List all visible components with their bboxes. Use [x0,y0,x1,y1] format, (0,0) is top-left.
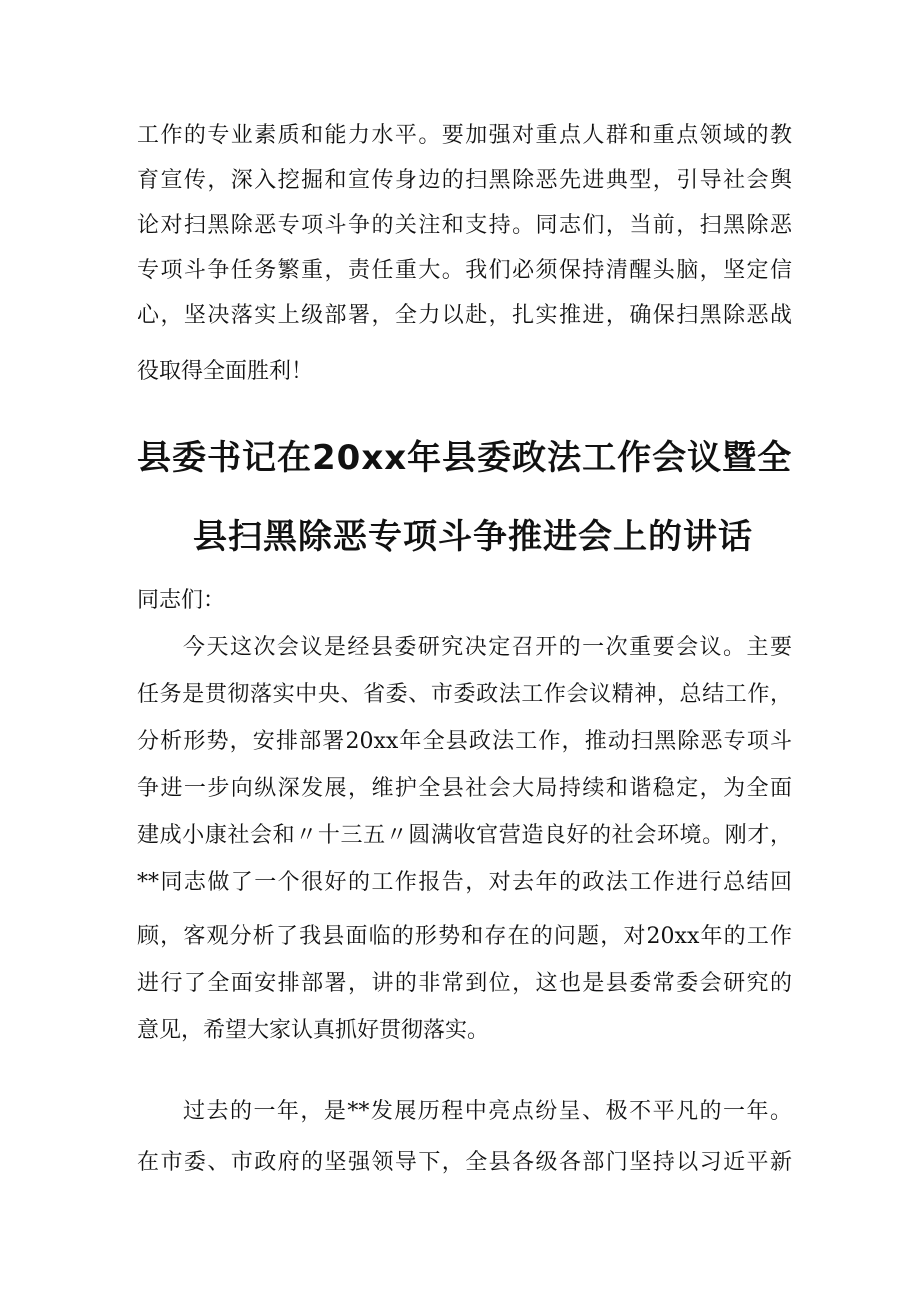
paragraph1-line-6: **同志做了一个很好的工作报告，对去年的政法工作进行总结回 [137,870,792,895]
prev-paragraph-line-3: 论对扫黑除恶专项斗争的关注和支持。同志们，当前，扫黑除恶 [137,213,792,238]
salutation: 同志们： [137,588,226,613]
paragraph1-line-8: 进行了全面安排部署，讲的非常到位，这也是县委常委会研究的 [137,971,792,996]
paragraph1-line-7: 顾，客观分析了我县面临的形势和存在的问题，对20xx年的工作 [137,924,792,949]
paragraph1-line-2: 任务是贯彻落实中央、省委、市委政法工作会议精神，总结工作， [137,682,792,707]
document-title-line-1: 县委书记在20xx年县委政法工作会议暨全 [137,438,793,478]
paragraph1-line-1: 今天这次会议是经县委研究决定召开的一次重要会议。主要 [183,635,792,660]
prev-paragraph-line-2: 育宣传，深入挖掘和宣传身边的扫黑除恶先进典型，引导社会舆 [137,168,792,193]
paragraph2-line-1: 过去的一年，是**发展历程中亮点纷呈、极不平凡的一年。 [183,1099,792,1124]
document-title-line-2: 县扫黑除恶专项斗争推进会上的讲话 [193,517,753,557]
paragraph1-line-3: 分析形势，安排部署20xx年全县政法工作，推动扫黑除恶专项斗 [137,729,792,754]
paragraph2-line-2: 在市委、市政府的坚强领导下，全县各级各部门坚持以习近平新 [137,1150,792,1175]
prev-paragraph-line-4: 专项斗争任务繁重，责任重大。我们必须保持清醒头脑，坚定信 [137,258,792,283]
prev-paragraph-line-5: 心，坚决落实上级部署，全力以赴，扎实推进，确保扫黑除恶战 [137,303,792,328]
prev-paragraph-line-1: 工作的专业素质和能力水平。要加强对重点人群和重点领域的教 [137,123,792,148]
paragraph1-line-4: 争进一步向纵深发展，维护全县社会大局持续和谐稳定，为全面 [137,776,792,801]
prev-paragraph-line-6: 役取得全面胜利！ [137,359,314,384]
paragraph1-line-5: 建成小康社会和〃十三五〃圆满收官营造良好的社会环境。刚才， [137,823,792,848]
paragraph1-line-9: 意见，希望大家认真抓好贯彻落实。 [137,1018,490,1043]
